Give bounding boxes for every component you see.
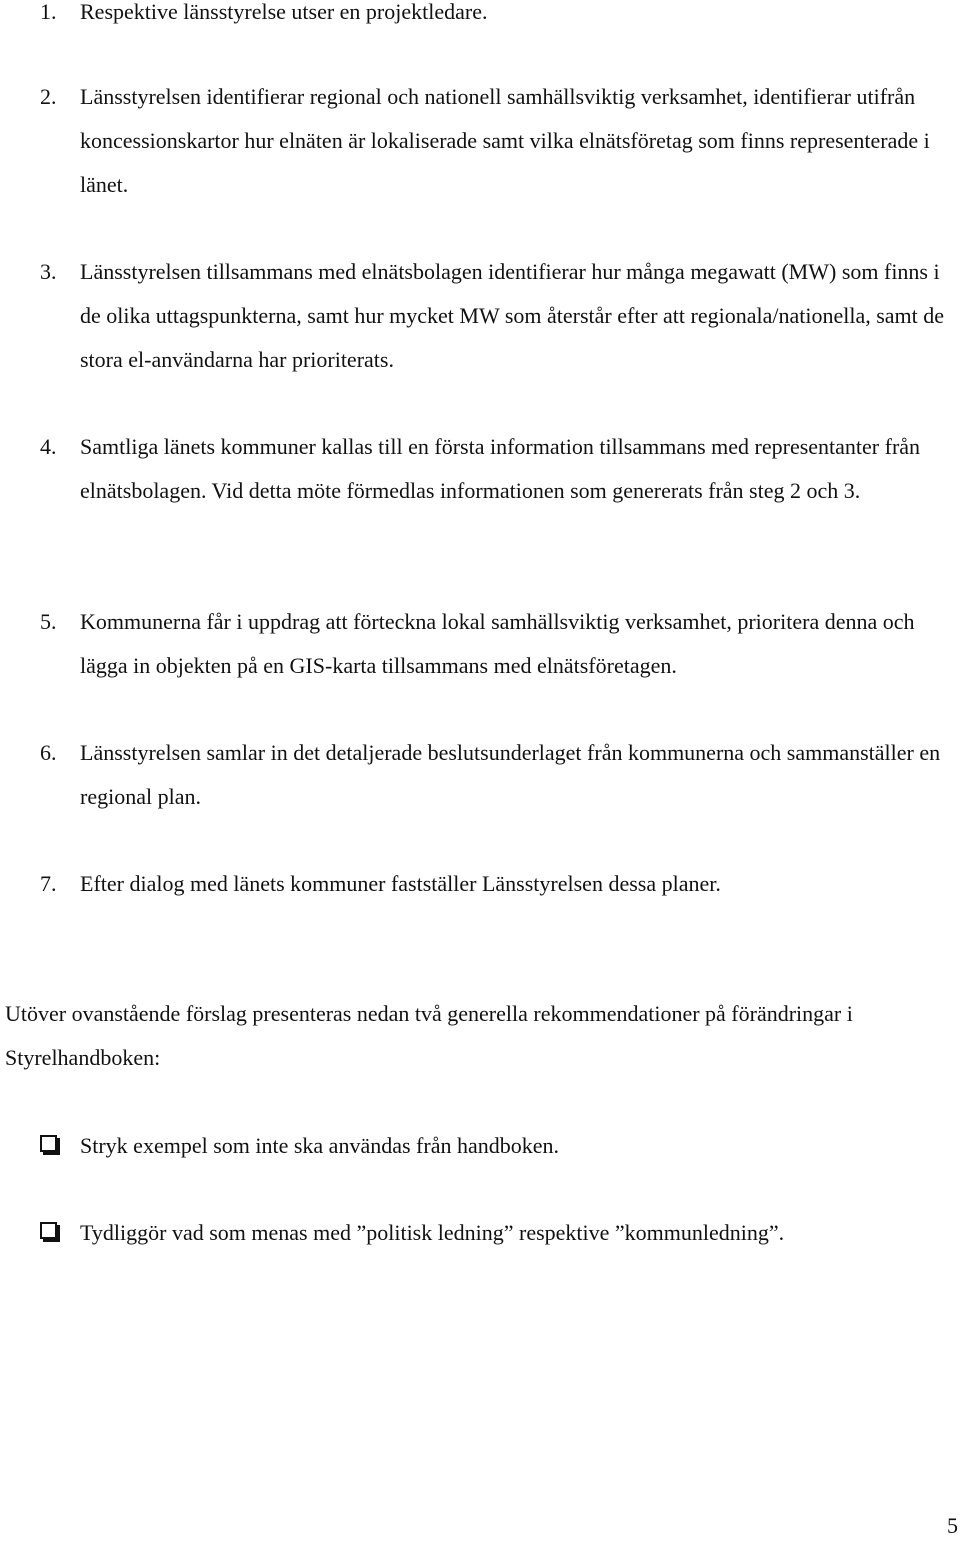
list-item-text: Länsstyrelsen tillsammans med elnätsbolagen identifierar hur många megawatt (MW) som finns i de olika uttagspunkterna, samt hur mycket MW som återstår efter att regionala/nationella, samt de stora el-användarna har prioriterats. (80, 259, 945, 372)
list-item-number: 7. (40, 871, 57, 896)
intro-paragraph: Utöver ovanstående förslag presenteras nedan två generella rekommendationer på förändringar i Styrelhandboken: (5, 1001, 853, 1070)
list-item-text: Kommunerna får i uppdrag att förteckna lokal samhällsviktig verksamhet, prioritera denna och lägga in objekten på en GIS-karta tillsammans med elnätsföretagen. (80, 609, 915, 678)
list-item-number: 6. (40, 740, 57, 765)
list-item-text: Samtliga länets kommuner kallas till en första information tillsammans med representanter från elnätsbolagen. Vid detta möte förmedlas informationen som genererats från steg 2 och 3. (80, 434, 921, 503)
page-number: 5 (947, 1513, 958, 1538)
list-item-number: 5. (40, 609, 57, 634)
list-item-number: 2. (40, 84, 57, 109)
recommendation-text: Stryk exempel som inte ska användas från handboken. (80, 1133, 559, 1158)
list-item-text: Länsstyrelsen identifierar regional och nationell samhällsviktig verksamhet, identifierar utifrån koncessionskartor hur elnäten är lokaliserade samt vilka elnätsföretag som finns representerade i länet. (80, 84, 930, 197)
list-item-number: 4. (40, 434, 57, 459)
list-item-number: 3. (40, 259, 57, 284)
list-item-text: Respektive länsstyrelse utser en projektledare. (80, 0, 488, 24)
recommendation-text: Tydliggör vad som menas med ”politisk ledning” respektive ”kommunledning”. (80, 1220, 785, 1245)
list-item-text: Länsstyrelsen samlar in det detaljerade beslutsunderlaget från kommunerna och sammanställer en regional plan. (80, 740, 941, 809)
list-item-text: Efter dialog med länets kommuner fastställer Länsstyrelsen dessa planer. (80, 871, 721, 896)
checkbox-icon (40, 1135, 57, 1152)
checkbox-icon (40, 1222, 57, 1239)
list-item-number: 1. (40, 0, 57, 24)
recommendation-item (0, 1124, 960, 1168)
recommendation-item (0, 1211, 960, 1255)
